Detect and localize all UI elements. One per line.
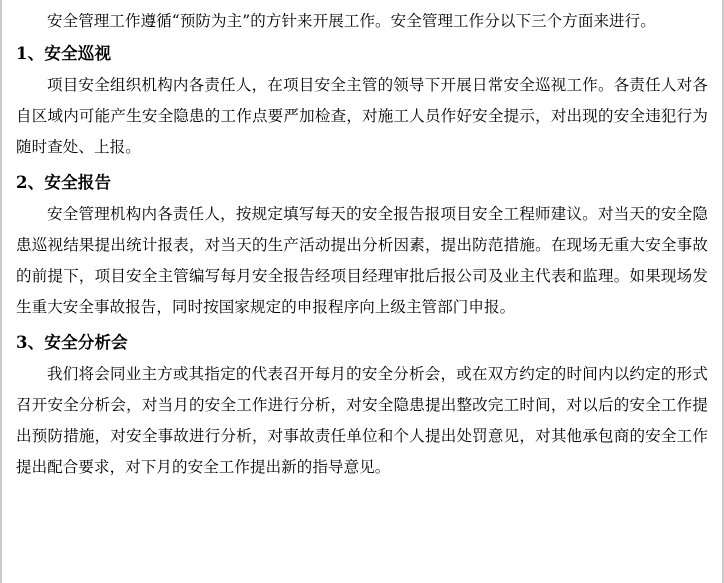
section-heading-3: 3、安全分析会 bbox=[16, 333, 128, 352]
section-heading-1: 1、安全巡视 bbox=[16, 44, 112, 63]
section-heading-2: 2、安全报告 bbox=[16, 173, 112, 192]
intro-paragraph: 安全管理工作遵循“预防为主”的方针来开展工作。安全管理工作分以下三个方面来进行。 bbox=[47, 12, 656, 30]
section-paragraph-2: 安全管理机构内各责任人，按规定填写每天的安全报告报项目安全工程师建议。对当天的安全隐患巡视结果提出统计报表，对当天的生产活动提出分析因素，提出防范措施。在现场无重大安全事故的前提下，项目安全主管编写每月安全报告经项目经理审批后报公司及业主代表和监理。如果现场发生重大安全事故报告，同时按国家规定的申报程序向上级主管部门申报。 bbox=[16, 205, 708, 316]
document-body bbox=[16, 6, 708, 483]
section-paragraph-3: 我们将会同业主方或其指定的代表召开每月的安全分析会，或在双方约定的时间内以约定的形式召开安全分析会，对当月的安全工作进行分析，对安全隐患提出整改完工时间，对以后的安全工作提出预防措施，对安全事故进行分析，对事故责任单位和个人提出处罚意见，对其他承包商的安全工作提出配合要求，对下月的安全工作提出新的指导意见。 bbox=[16, 365, 708, 476]
section-paragraph-1: 项目安全组织机构内各责任人，在项目安全主管的领导下开展日常安全巡视工作。各责任人对各自区域内可能产生安全隐患的工作点要严加检查，对施工人员作好安全提示，对出现的安全违犯行为随时查处、上报。 bbox=[16, 76, 708, 156]
